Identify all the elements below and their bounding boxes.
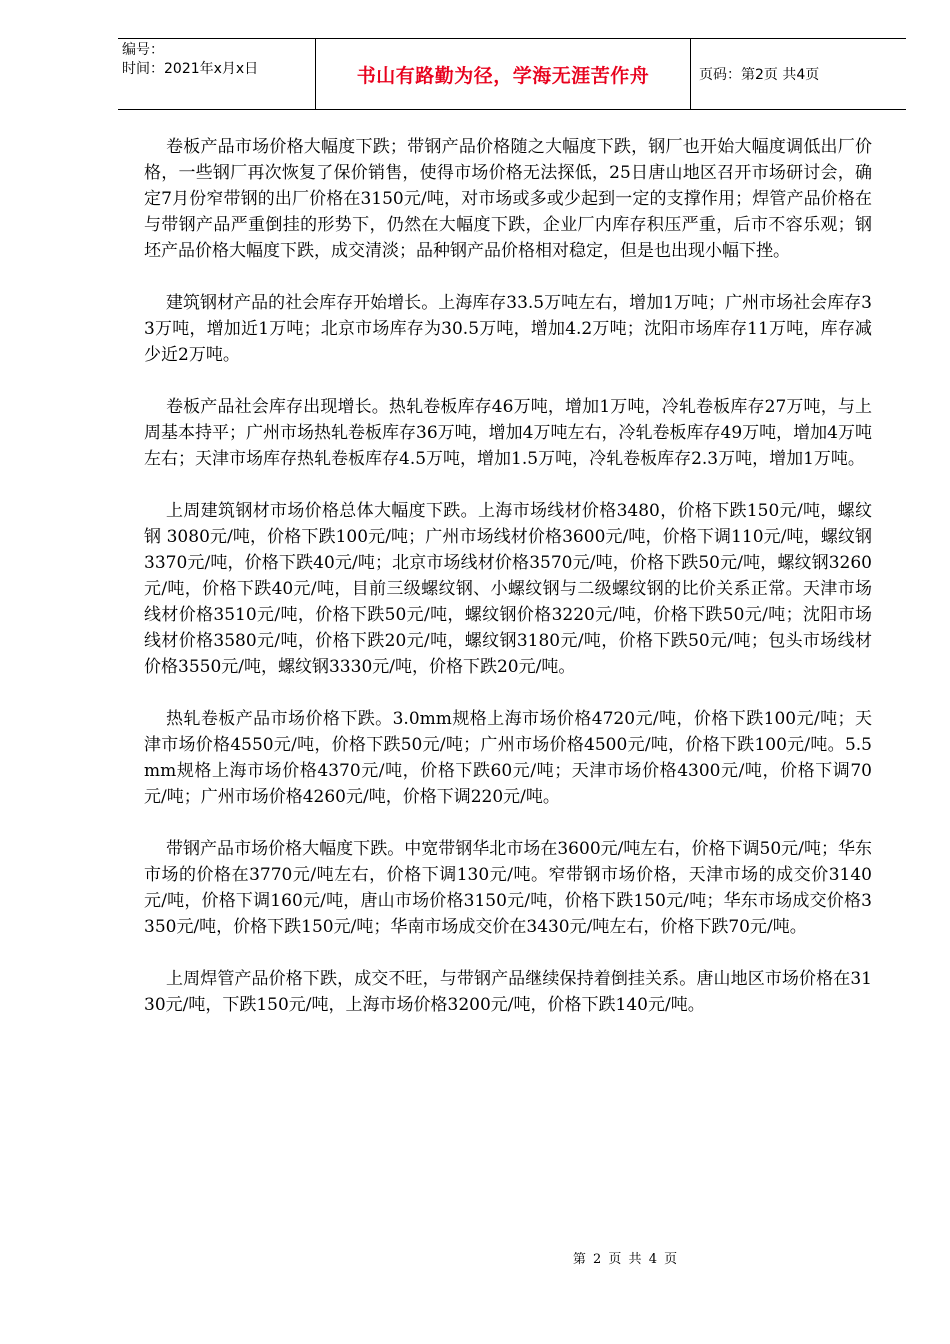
page-header — [118, 38, 906, 110]
paragraph: 带钢产品市场价格大幅度下跌。中宽带钢华北市场在3600元/吨左右，价格下调50元/吨；华东市场的价格在3770元/吨左右，价格下调130元/吨。窄带钢市场价格，天津市场的成交价3140元/吨，价格下调160元/吨，唐山市场价格3150元/吨，价格下跌150元/吨；华东市场成交价格3350元/吨，价格下跌150元/吨；华南市场成交价在3430元/吨左右，价格下跌70元/吨。 — [144, 839, 872, 937]
header-page-info: 页码：第2页 共4页 — [699, 67, 820, 83]
paragraph: 热轧卷板产品市场价格下跌。3.0mm规格上海市场价格4720元/吨，价格下跌100元/吨；天津市场价格4550元/吨，价格下跌50元/吨；广州市场价格4500元/吨，价格下跌100元/吨。5.5mm规格上海市场价格4370元/吨，价格下跌60元/吨；天津市场价格4300元/吨，价格下调70元/吨；广州市场价格4260元/吨，价格下调220元/吨。 — [144, 709, 872, 807]
header-motto: 书山有路勤为径，学海无涯苦作舟 — [316, 39, 691, 109]
document-body — [144, 134, 872, 1044]
paragraph: 上周焊管产品价格下跌，成交不旺，与带钢产品继续保持着倒挂关系。唐山地区市场价格在3130元/吨，下跌150元/吨，上海市场价格3200元/吨，价格下跌140元/吨。 — [144, 969, 872, 1015]
paragraph: 上周建筑钢材市场价格总体大幅度下跌。上海市场线材价格3480，价格下跌150元/吨，螺纹钢 3080元/吨，价格下跌100元/吨；广州市场线材价格3600元/吨，价格下调110元/吨，螺纹钢3370元/吨，价格下跌40元/吨；北京市场线材价格3570元/吨，价格下跌50元/吨，螺纹钢3260元/吨，价格下跌40元/吨，目前三级螺纹钢、小螺纹钢与二级螺纹钢的比价关系正常。天津市场线材价格3510元/吨，价格下跌50元/吨，螺纹钢价格3220元/吨，价格下跌50元/吨；沈阳市场线材价格3580元/吨，价格下跌20元/吨，螺纹钢3180元/吨，价格下跌50元/吨；包头市场线材价格3550元/吨，螺纹钢3330元/吨，价格下跌20元/吨。 — [144, 501, 872, 677]
paragraph: 卷板产品市场价格大幅度下跌；带钢产品价格随之大幅度下跌，钢厂也开始大幅度调低出厂价格，一些钢厂再次恢复了保价销售，使得市场价格无法探低，25日唐山地区召开市场研讨会，确定7月份窄带钢的出厂价格在3150元/吨，对市场或多或少起到一定的支撑作用；焊管产品价格在与带钢产品严重倒挂的形势下，仍然在大幅度下跌，企业厂内库存积压严重，后市不容乐观；钢坯产品价格大幅度下跌，成交清淡；品种钢产品价格相对稳定，但是也出现小幅下挫。 — [144, 137, 872, 261]
header-meta — [118, 39, 316, 109]
paragraph: 卷板产品社会库存出现增长。热轧卷板库存46万吨，增加1万吨，冷轧卷板库存27万吨，与上周基本持平；广州市场热轧卷板库存36万吨，增加4万吨左右，冷轧卷板库存49万吨，增加4万吨左右；天津市场库存热轧卷板库存4.5万吨，增加1.5万吨，冷轧卷板库存2.3万吨，增加1万吨。 — [144, 397, 872, 469]
time-label: 时间：2021年x月x日 — [122, 61, 259, 77]
paragraph: 建筑钢材产品的社会库存开始增长。上海库存33.5万吨左右，增加1万吨；广州市场社会库存33万吨，增加近1万吨；北京市场库存为30.5万吨，增加4.2万吨；沈阳市场库存11万吨，库存减少近2万吨。 — [144, 293, 872, 365]
page-footer: 第 2 页 共 4 页 — [572, 1252, 678, 1267]
serial-label: 编号： — [122, 42, 164, 58]
